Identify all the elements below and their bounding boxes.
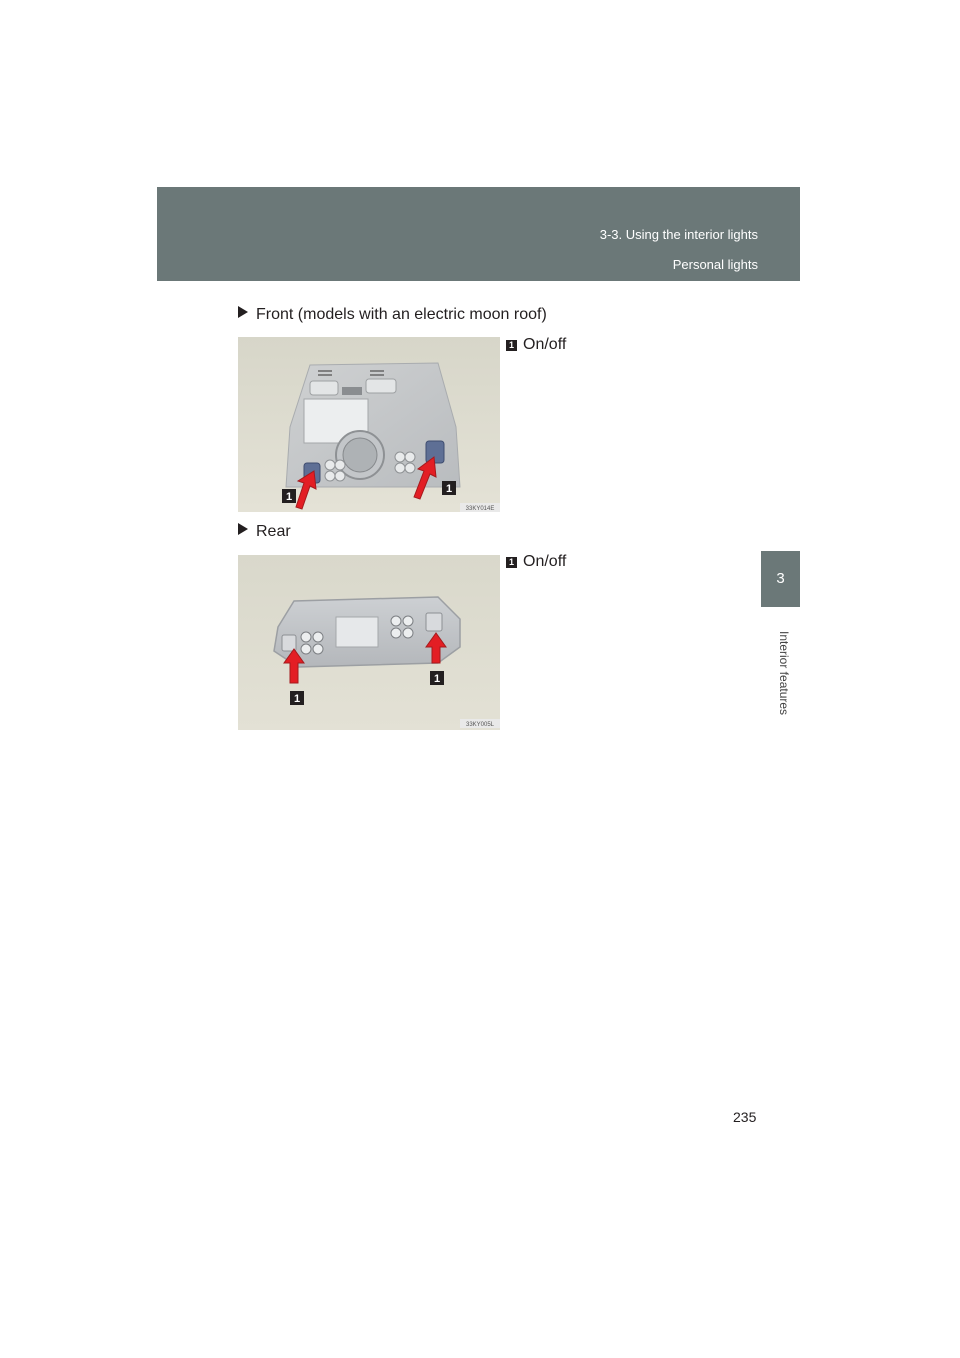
front-light-illustration — [238, 337, 500, 512]
front-callout-left: 1 — [285, 491, 293, 503]
front-heading: Front (models with an electric moon roof) — [238, 306, 547, 324]
rear-callout-left: 1 — [293, 693, 301, 705]
rear-callout-right: 1 — [433, 673, 441, 685]
number-badge-icon: 1 — [506, 557, 517, 568]
rear-illustration-code: 33KY005L — [465, 722, 495, 728]
triangle-bullet-icon — [238, 306, 248, 318]
section-title: 3-3. Using the interior lights — [599, 227, 758, 242]
front-callout-right: 1 — [445, 483, 453, 495]
rear-legend: 1 On/off — [506, 553, 566, 571]
chapter-tab[interactable]: 3 — [761, 551, 800, 607]
chapter-title: Interior features — [777, 631, 791, 716]
front-illustration-code: 33KY014E — [465, 506, 495, 512]
front-legend: 1 On/off — [506, 336, 566, 354]
rear-heading: Rear — [238, 523, 291, 541]
triangle-bullet-icon — [238, 523, 248, 535]
topic-title: Personal lights — [672, 257, 758, 272]
number-badge-icon: 1 — [506, 340, 517, 351]
header-band — [157, 187, 800, 281]
page-number: 235 — [733, 1109, 757, 1125]
rear-light-illustration — [238, 555, 500, 730]
